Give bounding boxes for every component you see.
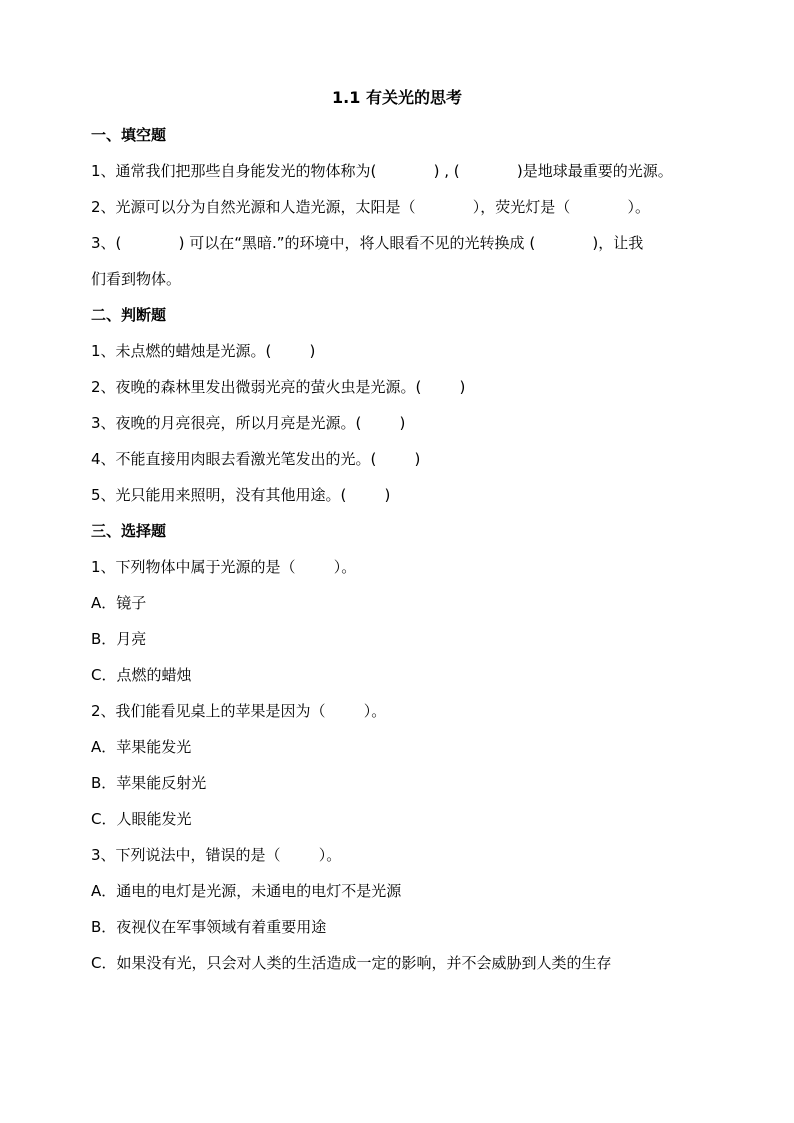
- choice-question-3-option-c: C．如果没有光，只会对人类的生活造成一定的影响，并不会威胁到人类的生存: [91, 954, 612, 972]
- choice-question-2-option-c: C．人眼能发光: [91, 810, 192, 828]
- judge-question-5: 5、光只能用来照明，没有其他用途。( ): [91, 486, 391, 504]
- section-heading-fill-blank: 一、填空题: [91, 126, 167, 144]
- fill-question-3-line-1: 3、( ) 可以在“黑暗.”的环境中，将人眼看不见的光转换成 ( )，让我: [91, 234, 644, 252]
- section-heading-choice: 三、选择题: [91, 522, 167, 540]
- judge-question-1: 1、未点燃的蜡烛是光源。( ): [91, 342, 316, 360]
- judge-question-3: 3、夜晚的月亮很亮，所以月亮是光源。( ): [91, 414, 406, 432]
- page-title: 1.1 有关光的思考: [332, 88, 462, 107]
- choice-question-2: 2、我们能看见桌上的苹果是因为（ ）。: [91, 702, 387, 720]
- choice-question-1-option-b: B．月亮: [91, 630, 147, 648]
- choice-question-1-option-c: C．点燃的蜡烛: [91, 666, 192, 684]
- fill-question-3-line-2: 们看到物体。: [91, 270, 182, 288]
- choice-question-2-option-a: A．苹果能发光: [91, 738, 192, 756]
- choice-question-2-option-b: B．苹果能反射光: [91, 774, 207, 792]
- fill-question-2: 2、光源可以分为自然光源和人造光源，太阳是（ ），荧光灯是（ ）。: [91, 198, 650, 216]
- fill-question-1: 1、通常我们把那些自身能发光的物体称为( ) , ( )是地球最重要的光源。: [91, 162, 673, 180]
- choice-question-1-option-a: A．镜子: [91, 594, 147, 612]
- judge-question-4: 4、不能直接用肉眼去看激光笔发出的光。( ): [91, 450, 421, 468]
- section-heading-judge: 二、判断题: [91, 306, 167, 324]
- choice-question-3-option-b: B．夜视仪在军事领域有着重要用途: [91, 918, 327, 936]
- choice-question-1: 1、下列物体中属于光源的是（ ）。: [91, 558, 357, 576]
- judge-question-2: 2、夜晚的森林里发出微弱光亮的萤火虫是光源。( ): [91, 378, 466, 396]
- choice-question-3: 3、下列说法中，错误的是（ ）。: [91, 846, 342, 864]
- choice-question-3-option-a: A．通电的电灯是光源，未通电的电灯不是光源: [91, 882, 402, 900]
